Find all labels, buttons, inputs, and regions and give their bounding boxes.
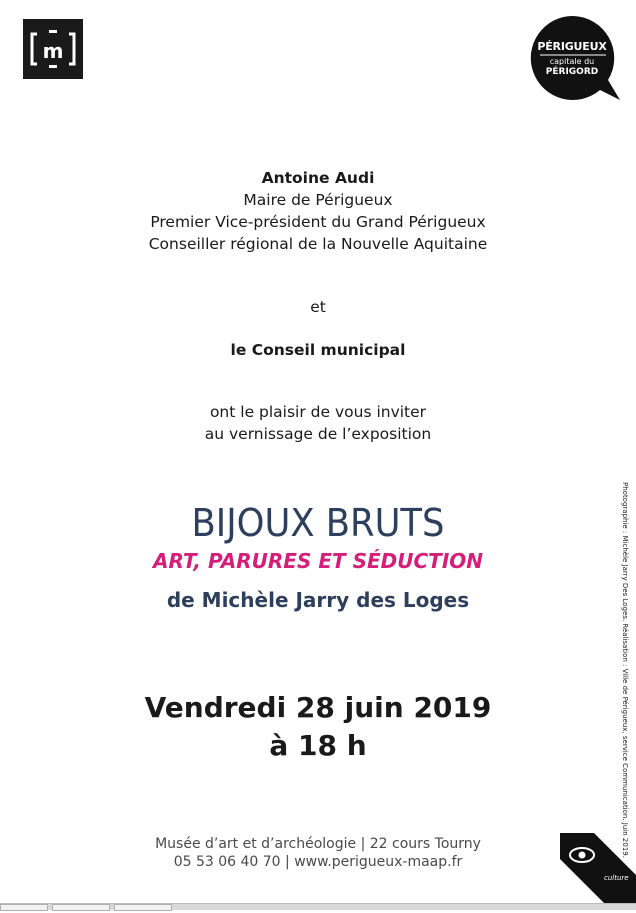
photo-credits [620, 482, 630, 858]
host-title-councillor: Conseiller régional de la Nouvelle Aquitaine [148, 235, 488, 253]
museum-logo [23, 19, 83, 79]
museum-logo-letter: m [42, 39, 64, 63]
perigueux-logo-tagline: capitale du [549, 57, 595, 66]
host-title-mayor: Maire de Périgueux [243, 191, 393, 209]
culture-badge [560, 833, 636, 909]
host-name: Antoine Audi [261, 169, 375, 187]
exhibition-title: BIJOUX BRUTS [191, 501, 445, 545]
footer-address: Musée d’art et d’archéologie | 22 cours Tourny [155, 836, 481, 852]
photo-credits-text: Photographie : Michèle Jarry Des Loges. Réalisation : Ville de Périgueux, service Communication. Juin 2019. [621, 482, 629, 858]
culture-badge-label: culture [604, 874, 629, 882]
exhibition-subtitle: ART, PARURES ET SÉDUCTION [152, 549, 484, 573]
page-tab[interactable] [114, 904, 172, 911]
perigueux-logo [530, 14, 622, 102]
invitation-line-2: au vernissage de l’exposition [204, 425, 432, 443]
event-time: à 18 h [269, 729, 367, 762]
invitation-line-1: ont le plaisir de vous inviter [209, 403, 427, 421]
perigueux-logo-name: PÉRIGUEUX [537, 40, 607, 53]
footer-contact: 05 53 06 40 70 | www.perigueux-maap.fr [173, 854, 463, 870]
event-date: Vendredi 28 juin 2019 [144, 691, 492, 724]
exhibition-author: de Michèle Jarry des Loges [166, 588, 470, 612]
museum-logo-icon [23, 19, 83, 79]
conjunction-text: et [310, 298, 326, 316]
culture-eye-icon [560, 833, 636, 909]
host-title-vice-president: Premier Vice-président du Grand Périgueux [150, 213, 486, 231]
page-tab[interactable] [0, 904, 48, 911]
council-text: le Conseil municipal [230, 341, 406, 359]
perigueux-logo-region: PÉRIGORD [545, 67, 599, 77]
page-tab[interactable] [52, 904, 110, 911]
